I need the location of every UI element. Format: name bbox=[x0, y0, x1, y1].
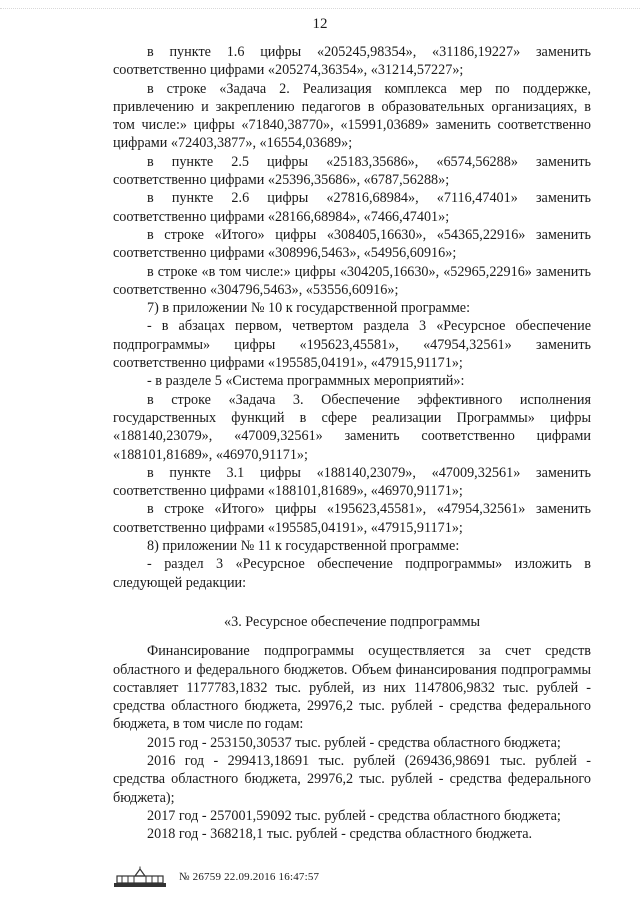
paragraph: в пункте 2.5 цифры «25183,35686», «6574,56288» заменить соответственно цифрами «25396,35686», «6787,56288»; bbox=[113, 153, 591, 189]
document-footer bbox=[113, 866, 319, 888]
document-number-timestamp: № 26759 22.09.2016 16:47:57 bbox=[179, 871, 320, 883]
page-number: 12 bbox=[312, 16, 328, 32]
paragraph: 8) приложении № 11 к государственной программе: bbox=[147, 538, 460, 555]
government-building-logo bbox=[113, 866, 167, 888]
paragraph: - в абзацах первом, четвертом раздела 3 «Ресурсное обеспечение подпрограммы» цифры «195623,45581», «47954,32561» заменить соответственно цифрами «195585,04191», «47915,91171»; bbox=[113, 318, 591, 372]
paragraph: - в разделе 5 «Система программных мероприятий»: bbox=[147, 373, 465, 390]
paragraph: в пункте 1.6 цифры «205245,98354», «31186,19227» заменить соответственно цифрами «205274,36354», «31214,57227»; bbox=[113, 44, 591, 79]
paragraph: Финансирование подпрограммы осуществляется за счет средств областного и федерального бюджетов. Объем финансирования подпрограммы составляет 1177783,1832 тыс. рублей, из них 1147806,9832 тыс. рублей - средства областного бюджета, 29976,2 тыс. рублей - средства федерального бюджета, в том числе по годам: bbox=[113, 643, 591, 733]
paragraph: в строке «Итого» цифры «195623,45581», «47954,32561» заменить соответственно цифрами «195585,04191», «47915,91171»; bbox=[113, 501, 591, 536]
paragraph: в строке «Итого» цифры «308405,16630», «54365,22916» заменить соответственно цифрами «308996,5463», «54956,60916»; bbox=[113, 226, 591, 262]
paragraph: 2016 год - 299413,18691 тыс. рублей (269436,98691 тыс. рублей - средства областного бюджета, 29976,2 тыс. рублей - средства федерального бюджета); bbox=[113, 752, 591, 806]
paragraph: 7) в приложении № 10 к государственной программе: bbox=[147, 300, 471, 317]
paragraph: 2017 год - 257001,59092 тыс. рублей - средства областного бюджета; bbox=[147, 807, 561, 824]
document-body bbox=[113, 43, 591, 843]
section-title: «3. Ресурсное обеспечение подпрограммы bbox=[224, 613, 480, 630]
paragraph: в строке «в том числе:» цифры «304205,16630», «52965,22916» заменить соответственно «304796,5463», «53556,60916»; bbox=[113, 263, 591, 298]
paragraph: в пункте 2.6 цифры «27816,68984», «7116,47401» заменить соответственно цифрами «28166,68984», «7466,47401»; bbox=[113, 190, 591, 225]
scan-top-border bbox=[0, 8, 640, 13]
paragraph: - раздел 3 «Ресурсное обеспечение подпрограммы» изложить в следующей редакции: bbox=[113, 556, 591, 591]
paragraph: в пункте 3.1 цифры «188140,23079», «47009,32561» заменить соответственно цифрами «188101,81689», «46970,91171»; bbox=[113, 464, 591, 500]
paragraph: в строке «Задача 3. Обеспечение эффективного исполнения государственных функций в сфере реализации Программы» цифры «188140,23079», «47009,32561» заменить соответственно цифрами «188101,81689», «46970,91171»; bbox=[113, 391, 591, 463]
paragraph: 2018 год - 368218,1 тыс. рублей - средства областного бюджета. bbox=[147, 826, 533, 843]
paragraph: в строке «Задача 2. Реализация комплекса мер по поддержке, привлечению и закреплению педагогов в образовательных организациях, в том числе:» цифры «71840,38770», «15991,03689» заменить соответственно цифрами «72403,3877», «16554,03689»; bbox=[113, 80, 591, 152]
paragraph: 2015 год - 253150,30537 тыс. рублей - средства областного бюджета; bbox=[147, 734, 561, 751]
